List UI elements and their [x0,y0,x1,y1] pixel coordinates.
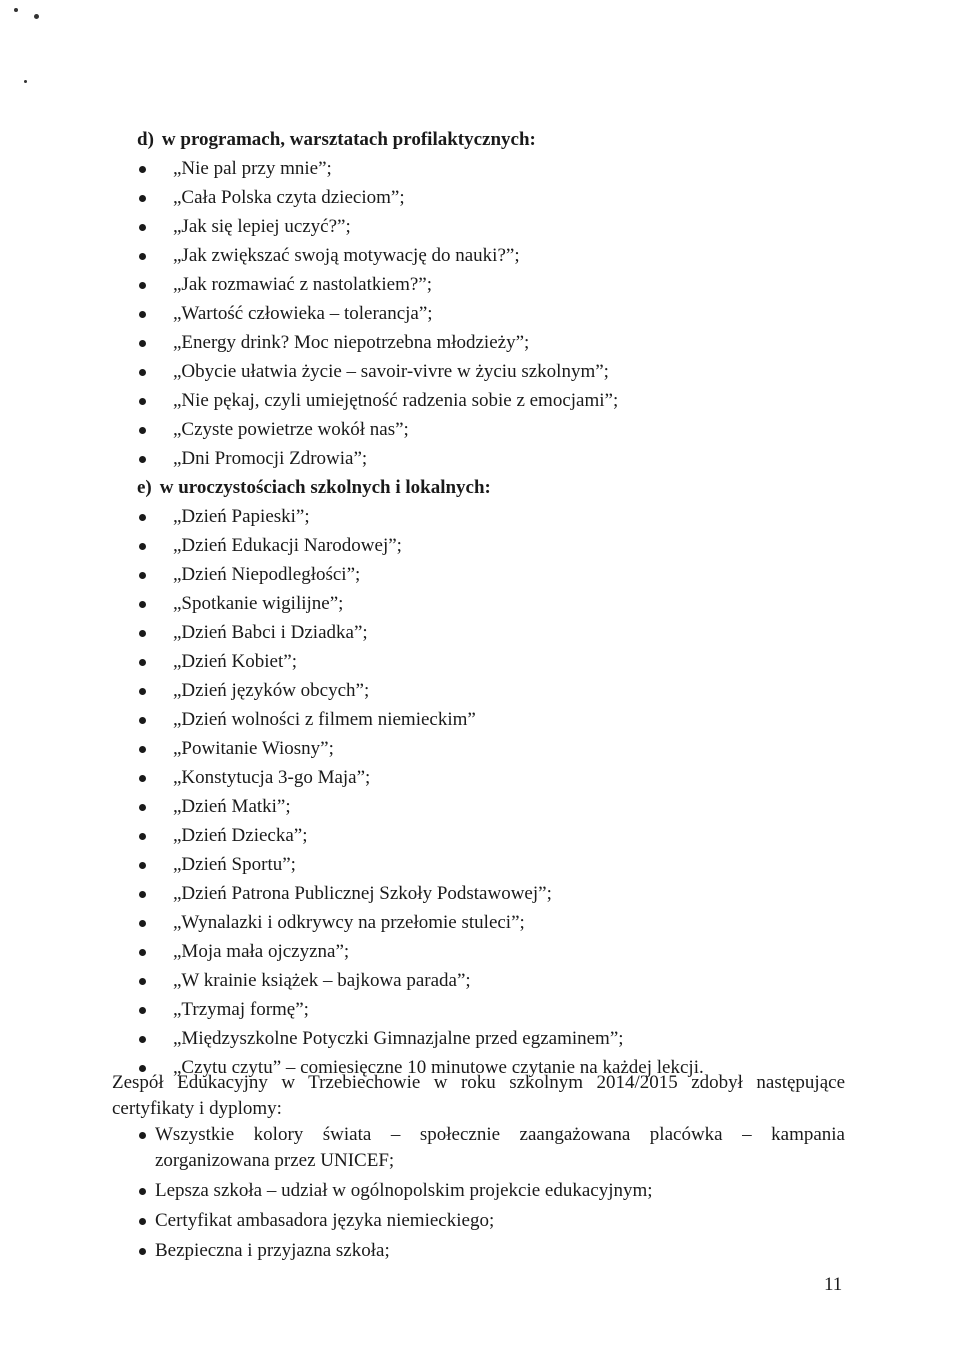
list-item [137,966,704,995]
list-item [137,328,618,357]
list-item [137,792,704,821]
bullet-dot [139,659,146,666]
list-item [137,879,704,908]
list-item-text: „Jak się lepiej uczyć?”; [173,216,351,237]
certificates-intro-line2: certyfikaty i dyplomy: [112,1098,282,1119]
list-item-text: Certyfikat ambasadora języka niemieckiego; [155,1210,495,1231]
bullet-dot [139,804,146,811]
list-item-text: „Dzień Edukacji Narodowej”; [173,535,402,556]
list-item [137,908,704,937]
section-d-letter: d) [137,129,154,150]
bullet-dot [139,369,146,376]
list-item-text: „Dzień Kobiet”; [173,651,297,672]
list-item-text: „Cała Polska czyta dzieciom”; [173,187,405,208]
bullet-dot [139,398,146,405]
list-item [137,995,704,1024]
scan-artifact-dot [24,80,27,83]
bullet-dot [139,572,146,579]
list-item-text: „Dzień Babci i Dziadka”; [173,622,368,643]
bullet-dot [139,1007,146,1014]
list-item-text: Wszystkie kolory świata – społecznie zaangażowana placówka – kampania [155,1124,845,1145]
list-item-text: „Obycie ułatwia życie – savoir-vivre w życiu szkolnym”; [173,361,609,382]
bullet-dot [139,456,146,463]
bullet-dot [139,833,146,840]
list-item [137,386,618,415]
list-item [137,647,704,676]
bullet-dot [139,688,146,695]
bullet-dot [139,920,146,927]
list-item-text: „Trzymaj formę”; [173,999,309,1020]
bullet-dot [139,1132,146,1139]
list-item-text: „Wartość człowieka – tolerancja”; [173,303,433,324]
list-item-text: „Powitanie Wiosny”; [173,738,334,759]
bullet-dot [139,717,146,724]
bullet-dot [139,978,146,985]
list-item [137,1238,845,1264]
list-item-text: „Dzień Sportu”; [173,854,296,875]
bullet-dot [139,427,146,434]
section-e [137,474,704,1082]
bullet-dot [139,630,146,637]
list-item-text: „Dzień języków obcych”; [173,680,370,701]
list-item [137,241,618,270]
section-d-title: w programach, warsztatach profilaktycznych: [161,129,536,150]
bullet-dot [139,746,146,753]
list-item [137,1024,704,1053]
list-item [137,415,618,444]
bullet-dot [139,949,146,956]
list-item [137,1122,845,1174]
list-item-text: „Dzień Patrona Publicznej Szkoły Podstawowej”; [173,883,552,904]
list-item [137,560,704,589]
list-item-text: „Jak rozmawiać z nastolatkiem?”; [173,274,433,295]
list-item [137,676,704,705]
list-item [137,183,618,212]
list-item [137,212,618,241]
list-item-text: „Międzyszkolne Potyczki Gimnazjalne przed egzaminem”; [173,1028,624,1049]
bullet-dot [139,775,146,782]
list-item [137,444,618,473]
bullet-dot [139,601,146,608]
list-item [137,1178,845,1204]
list-item-text: „Dzień wolności z filmem niemieckim” [173,709,476,730]
list-item-text: Bezpieczna i przyjazna szkoła; [155,1240,390,1261]
list-item [137,705,704,734]
scan-artifact-dot [14,8,18,12]
bullet-dot [139,891,146,898]
list-item-text: „Nie pal przy mnie”; [173,158,332,179]
list-item [137,1208,845,1234]
section-d [137,126,618,473]
section-e-list [137,502,704,1082]
bullet-dot [139,1218,146,1225]
list-item-text: „Czyste powietrze wokół nas”; [173,419,409,440]
list-item-text: „Energy drink? Moc niepotrzebna młodzieży”; [173,332,530,353]
certificates-list [137,1122,845,1268]
list-item [137,763,704,792]
list-item-text: „Moja mała ojczyzna”; [173,941,350,962]
list-item-text: „Spotkanie wigilijne”; [173,593,344,614]
list-item [137,821,704,850]
bullet-dot [139,282,146,289]
bullet-dot [139,1188,146,1195]
list-item-text: „Konstytucja 3-go Maja”; [173,767,371,788]
section-d-heading [137,126,618,154]
bullet-dot [139,253,146,260]
bullet-dot [139,862,146,869]
list-item-text: „Wynalazki i odkrywcy na przełomie stuleci”; [173,912,525,933]
section-e-letter: e) [137,477,152,498]
bullet-dot [139,224,146,231]
list-item [137,154,618,183]
list-item-text: „Jak zwiększać swoją motywację do nauki?”; [173,245,520,266]
bullet-dot [139,1248,146,1255]
bullet-dot [139,514,146,521]
list-item [137,531,704,560]
page-number: 11 [824,1274,843,1295]
bullet-dot [139,311,146,318]
list-item [137,734,704,763]
list-item-text: „Dni Promocji Zdrowia”; [173,448,368,469]
list-item-text: „Dzień Matki”; [173,796,291,817]
bullet-dot [139,340,146,347]
list-item [137,937,704,966]
list-item [137,299,618,328]
bullet-dot [139,166,146,173]
list-item-text: „Czytu czytu” – comiesięczne 10 minutowe czytanie na każdej lekcji. [173,1057,704,1078]
list-item [137,850,704,879]
list-item-text: „Dzień Dziecka”; [173,825,308,846]
list-item-text: „Nie pękaj, czyli umiejętność radzenia sobie z emocjami”; [173,390,619,411]
bullet-dot [139,1036,146,1043]
list-item-text: „Dzień Niepodległości”; [173,564,361,585]
bullet-dot [139,195,146,202]
bullet-dot [139,543,146,550]
list-item [137,357,618,386]
section-e-title: w uroczystościach szkolnych i lokalnych: [159,477,491,498]
list-item-text: „Dzień Papieski”; [173,506,310,527]
list-item-text: Lepsza szkoła – udział w ogólnopolskim projekcie edukacyjnym; [155,1180,653,1201]
list-item-text: „W krainie książek – bajkowa parada”; [173,970,471,991]
list-item [137,618,704,647]
list-item-text-continued: zorganizowana przez UNICEF; [155,1150,395,1171]
certificates-intro-line1: Zespół Edukacyjny w Trzebiechowie w roku szkolnym 2014/2015 zdobył następujące [112,1072,845,1093]
list-item [137,270,618,299]
section-d-list [137,154,618,473]
list-item [137,502,704,531]
list-item [137,589,704,618]
scan-artifact-dot [34,14,39,19]
section-e-heading [137,474,704,502]
